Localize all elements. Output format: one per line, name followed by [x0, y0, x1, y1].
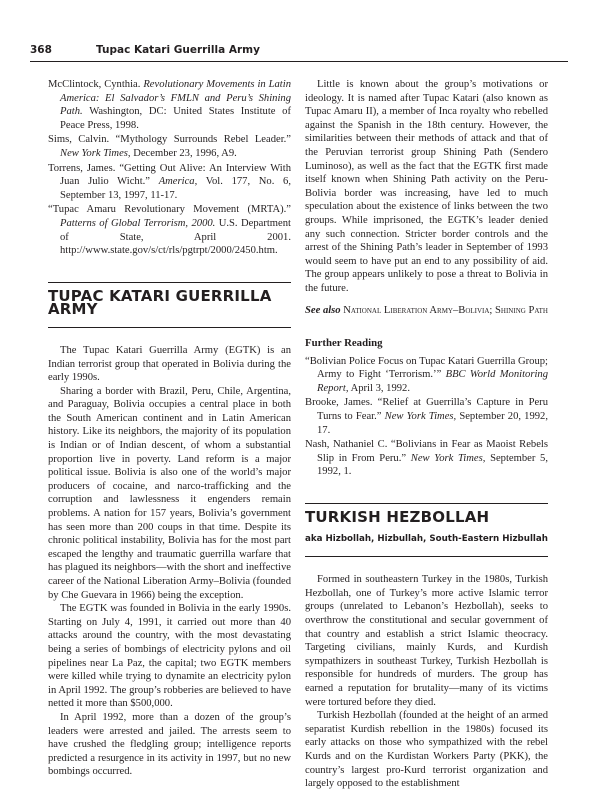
body-paragraph: The EGTK was founded in Bolivia in the early 1990s. Starting on July 4, 1991, it carried out more than 40 attacks around the country, with the most devastating being a series of bombings of electricity pylons and oil pipelines near La Paz, the capital; two EGTK members were killed while trying to dynamite an electricity pylon in April 1992. The group’s robberies are believed to have netted it more than $500,000.: [48, 603, 291, 710]
body-paragraph: Little is known about the group’s motivations or ideology. It is named after Tupac Katari (also known as Tupac Amaru II), a member of Inca royalty who rebelled against the Spanish in the 18th century. However, the similarities between their methods of attack and that of the Peruvian terrorist group Shining Path (Sendero Luminoso), as well as the fact that the EGTK first made itself known when Shining Path activity on the Peru-Bolivia border was increasing, have led to much speculation about the existence of links between the two groups. While imprisoned, the EGTK’s leader denied any such connection. Stricter border controls and the arrest of the Shining Path’s leader in September of 1993 would seem to have put an end to any possibility of aid. The group appears unlikely to pose a threat to Bolivia in the future.: [305, 79, 548, 294]
entry-title-block: [48, 282, 291, 328]
title-rule: [48, 327, 291, 328]
page-header: [30, 42, 568, 64]
header-rule: [30, 61, 568, 62]
body-paragraph: The Tupac Katari Guerrilla Army (EGTK) is an Indian terrorist group that operated in Bolivia during the early 1990s.: [48, 344, 291, 384]
reference-item: “Bolivian Police Focus on Tupac Katari Guerrilla Group; Army to Fight ‘Terrorism.’” BBC World Monitoring Report, April 3, 1992.: [305, 355, 548, 394]
reference-item: Sims, Calvin. “Mythology Surrounds Rebel Leader.” New York Times, December 23, 1996, A9.: [48, 134, 291, 159]
see-also-links: National Liberation Army–Bolivia; Shining Path: [343, 304, 548, 316]
reference-item: Torrens, James. “Getting Out Alive: An Interview With Juan Julio Wicht.” America, Vol. 177, No. 6, September 13, 1997, 11-17.: [48, 162, 291, 201]
body-paragraph: Turkish Hezbollah (founded at the height of an armed separatist Kurdish rebellion in the 1980s) focused its early attacks on those who sympathized with the rebel Kurds and on the Kurdistan Workers Party (PKK), the country’s largest pro-Kurd terrorist organization and largely opposed to the establishment: [305, 710, 548, 790]
see-also: [305, 304, 548, 318]
aka-line: aka Hizbollah, Hizbullah, South-Eastern Hizbullah: [305, 533, 548, 544]
body-paragraph: Formed in southeastern Turkey in the 1980s, Turkish Hezbollah, one of Turkey’s more active Islamic terror groups (unrelated to Lebanon’s Hezbollah), seeks to overthrow the constitutional and secular government of that country and establish a strict Islamic theocracy. Targeting civilians, mainly Kurds, and Kurdish sympathizers in southeast Turkey, Turkish Hezbollah is responsible for hundreds of murders. The group has earned a reputation for brutality—many of its victims were tortured before they died.: [305, 574, 548, 708]
reference-item: McClintock, Cynthia. Revolutionary Movements in Latin America: El Salvador’s FMLN and Peru’s Shining Path. Washington, DC: United States Institute of Peace Press, 1998.: [48, 79, 291, 131]
reference-item: “Tupac Amaru Revolutionary Movement (MRTA).” Patterns of Global Terrorism, 2000. U.S. Department of State, April 2001. http://www.state.gov/s/ct/rls/pgtrpt/2000/2450.htm.: [48, 204, 291, 257]
title-rule: [305, 556, 548, 557]
right-column: [305, 78, 548, 791]
body-paragraph: Sharing a border with Brazil, Peru, Chile, Argentina, and Paraguay, Bolivia occupies a central place in both the South American continent and in Latin American history. Like its neighbors, the majority of its population is Indian or of Indian descent, of whom a substantial proportion live in poverty. Land reform is a major political issue. Bolivia is also one of the world’s major producers of cocaine, and narco-trafficking and the corruption and lawlessness it engenders remain problems. A nation for 157 years, Bolivia’s government has seen more than 200 coups in that time. Despite its chronic political instability, Bolivia has for the most part escaped the lengthy and traumatic guerrilla warfare that has plagued its neighbors—with the short and ineffective career of the National Liberation Army–Bolivia (founded by Che Guevara in 1966) being the exception.: [48, 385, 291, 601]
entry-title: TUPAC KATARI GUERRILLA ARMY: [48, 286, 272, 319]
body-paragraph: In April 1992, more than a dozen of the group’s leaders were arrested and jailed. The arrests seem to have crushed the fledgling group; intelligence reports predicted a resurgence in its activity in 1997, but no new bombings occurred.: [48, 711, 291, 778]
reference-item: Nash, Nathaniel C. “Bolivians in Fear as Maoist Rebels Slip in From Peru.” New York Times, September 5, 1992, 1.: [305, 439, 548, 478]
running-title: Tupac Katari Guerrilla Army: [96, 44, 260, 56]
left-column: [48, 78, 291, 779]
see-also-label: See also: [305, 304, 341, 316]
entry-title-block: [305, 503, 548, 557]
further-reading-heading: Further Reading: [305, 337, 383, 350]
reference-item: Brooke, James. “Relief at Guerrilla’s Capture in Peru Turns to Fear.” New York Times, September 20, 1992, 17.: [305, 397, 548, 436]
page-number: 368: [30, 44, 52, 56]
entry-title: TURKISH HEZBOLLAH: [305, 508, 490, 527]
